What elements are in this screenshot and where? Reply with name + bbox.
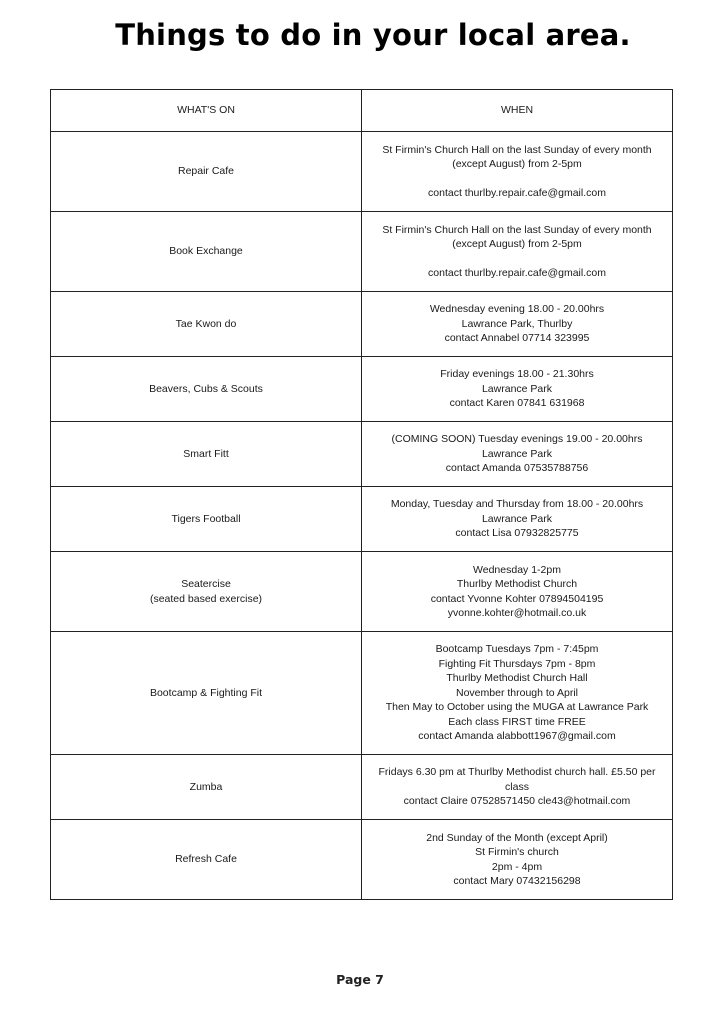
schedule-email: yvonne.kohter@hotmail.co.uk — [447, 607, 587, 619]
activity-subtitle: (seated based exercise) — [149, 592, 263, 605]
table-row — [51, 292, 673, 357]
schedule-line: Thurlby Methodist Church — [456, 578, 578, 590]
schedule-cell — [362, 755, 673, 820]
schedule-cell — [362, 132, 673, 212]
activity-name: Book Exchange — [169, 245, 243, 258]
activity-cell — [51, 292, 362, 357]
schedule-contact: contact Karen 07841 631968 — [449, 397, 585, 410]
schedule-contact: contact thurlby.repair.cafe@gmail.com — [428, 266, 606, 279]
schedule-spacer — [368, 172, 666, 186]
schedule-cell — [362, 552, 673, 632]
header-whats-on: WHAT'S ON — [51, 90, 362, 132]
schedule-cell — [362, 487, 673, 552]
schedule-contact: contact Mary 07432156298 — [453, 875, 581, 887]
schedule-contact: contact Claire 07528571450 cle43@hotmail.com — [403, 795, 631, 808]
activity-name: Bootcamp & Fighting Fit — [149, 686, 263, 699]
table-row — [51, 357, 673, 422]
table-row — [51, 820, 673, 900]
schedule-line: Lawrance Park — [481, 512, 553, 525]
activity-name: Tigers Football — [171, 512, 241, 525]
activity-cell — [51, 422, 362, 487]
table-row — [51, 632, 673, 755]
table-row — [51, 212, 673, 292]
schedule-line: November through to April — [456, 686, 578, 699]
schedule-line: St Firmin's Church Hall on the last Sunday of every month (except August) from 2-5pm — [382, 143, 652, 171]
schedule-cell — [362, 292, 673, 357]
activity-cell — [51, 357, 362, 422]
activity-name: Beavers, Cubs & Scouts — [149, 382, 263, 395]
schedule-line: Fighting Fit Thursdays 7pm - 8pm — [438, 657, 596, 670]
activity-cell — [51, 755, 362, 820]
table-row — [51, 422, 673, 487]
activity-name: Seatercise — [181, 578, 231, 590]
table-header-row — [51, 90, 673, 132]
activity-cell — [51, 212, 362, 292]
schedule-line: Then May to October using the MUGA at Lawrance Park — [385, 701, 649, 714]
activity-name: Smart Fitt — [183, 447, 229, 460]
schedule-line: Friday evenings 18.00 - 21.30hrs — [440, 368, 594, 381]
schedule-contact: contact Annabel 07714 323995 — [444, 332, 590, 345]
schedule-contact: contact Yvonne Kohter 07894504195 — [430, 592, 604, 605]
schedule-line: Lawrance Park — [481, 382, 553, 395]
page-number: Page 7 — [336, 972, 384, 987]
schedule-line: Wednesday 1-2pm — [473, 563, 561, 576]
schedule-cell — [362, 212, 673, 292]
activities-table — [50, 89, 673, 900]
table-row — [51, 755, 673, 820]
schedule-line: Monday, Tuesday and Thursday from 18.00 - 20.00hrs — [390, 498, 644, 511]
schedule-cell — [362, 632, 673, 755]
header-when: WHEN — [362, 90, 673, 132]
activity-cell — [51, 820, 362, 900]
schedule-spacer — [368, 252, 666, 266]
schedule-contact: contact Amanda alabbott1967@gmail.com — [418, 730, 616, 743]
activity-name: Tae Kwon do — [175, 317, 237, 330]
schedule-line: St Firmin's church — [475, 846, 559, 858]
schedule-line: 2nd Sunday of the Month (except April) — [426, 831, 608, 844]
table-row — [51, 487, 673, 552]
schedule-cell — [362, 422, 673, 487]
schedule-contact: contact Amanda 07535788756 — [445, 462, 589, 475]
schedule-line: Thurlby Methodist Church Hall — [446, 672, 588, 685]
schedule-line: Wednesday evening 18.00 - 20.00hrs — [429, 303, 605, 316]
activity-cell — [51, 487, 362, 552]
schedule-line: Lawrance Park, Thurlby — [461, 317, 573, 330]
schedule-line: 2pm - 4pm — [491, 860, 543, 873]
schedule-line: St Firmin's Church Hall on the last Sunday of every month (except August) from 2-5pm — [382, 223, 652, 251]
activity-name: Zumba — [189, 780, 223, 793]
page-title: Things to do in your local area. — [115, 18, 631, 52]
activity-name: Refresh Cafe — [175, 853, 237, 866]
activity-cell — [51, 632, 362, 755]
activity-cell — [51, 132, 362, 212]
schedule-line: Lawrance Park — [481, 447, 553, 460]
schedule-line: (COMING SOON) Tuesday evenings 19.00 - 20.00hrs — [391, 433, 643, 446]
schedule-line: Bootcamp Tuesdays 7pm - 7:45pm — [435, 643, 599, 656]
activity-cell — [51, 552, 362, 632]
schedule-cell — [362, 357, 673, 422]
schedule-contact: contact Lisa 07932825775 — [455, 527, 579, 540]
table-row — [51, 132, 673, 212]
schedule-line: Each class FIRST time FREE — [448, 715, 586, 728]
activity-name: Repair Cafe — [177, 165, 235, 178]
schedule-line: Fridays 6.30 pm at Thurlby Methodist church hall. £5.50 per class — [378, 766, 656, 793]
table-row — [51, 552, 673, 632]
schedule-cell — [362, 820, 673, 900]
schedule-contact: contact thurlby.repair.cafe@gmail.com — [428, 186, 606, 199]
